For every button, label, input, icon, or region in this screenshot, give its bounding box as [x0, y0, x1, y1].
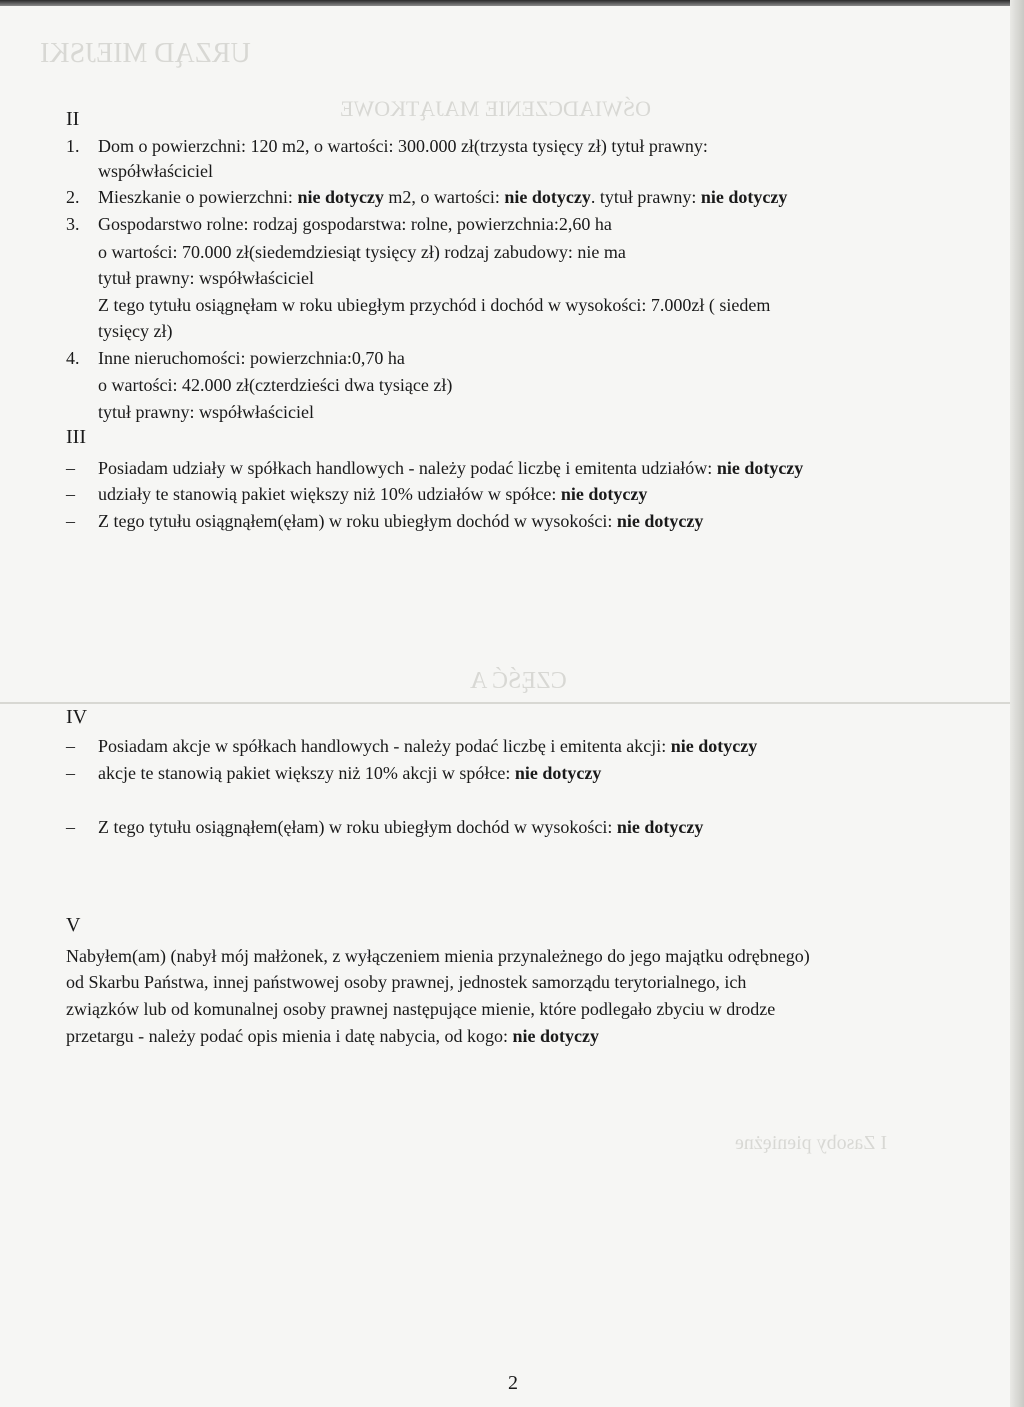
farm-line-5: tysięcy zł)	[98, 321, 173, 341]
bleed-cash: I Zasoby pieniężne	[735, 1132, 888, 1154]
item-number: 1.	[66, 136, 80, 156]
dash-bullet: –	[66, 763, 75, 783]
house-line-1: Dom o powierzchni: 120 m2, o wartości: 300.000 zł(trzysta tysięcy zł) tytuł prawny:	[98, 136, 708, 156]
other-property-line-3: tytuł prawny: współwłaściciel	[98, 402, 314, 422]
farm-line-4: Z tego tytułu osiągnęłam w roku ubiegłym przychód i dochód w wysokości: 7.000zł ( siedem	[98, 295, 771, 315]
acquired-line-3: związków lub od komunalnej osoby prawnej następujące mienie, które podlegało zbyciu w drodze	[66, 999, 776, 1019]
acquired-line-1: Nabyłem(am) (nabył mój małżonek, z wyłączeniem mienia przynależnego do jego majątku odrębnego)	[66, 946, 810, 966]
other-property-line-1: Inne nieruchomości: powierzchnia:0,70 ha	[98, 348, 405, 368]
acquired-line-4: przetargu - należy podać opis mienia i datę nabycia, od kogo: nie dotyczy	[66, 1026, 599, 1046]
other-property-line-2: o wartości: 42.000 zł(czterdzieści dwa tysiące zł)	[98, 375, 453, 395]
section-ii-heading: II	[66, 108, 80, 130]
scan-top-edge	[0, 0, 1024, 6]
bleed-stamp: URZĄD MIEJSKI	[40, 38, 251, 69]
dash-bullet: –	[66, 511, 75, 531]
farm-line-1: Gospodarstwo rolne: rodzaj gospodarstwa: rolne, powierzchnia:2,60 ha	[98, 214, 612, 234]
farm-line-2: o wartości: 70.000 zł(siedemdziesiąt tysięcy zł) rodzaj zabudowy: nie ma	[98, 242, 626, 262]
section-v-heading: V	[66, 914, 81, 936]
acquired-line-2: od Skarbu Państwa, innej państwowej osoby prawnej, jednostek samorządu terytorialnego, ich	[66, 972, 747, 992]
item-number: 4.	[66, 348, 80, 368]
item-number: 3.	[66, 214, 80, 234]
stocks-line-3: Z tego tytułu osiągnąłem(ęłam) w roku ubiegłym dochód w wysokości: nie dotyczy	[98, 817, 704, 837]
stocks-line-1: Posiadam akcje w spółkach handlowych - należy podać liczbę i emitenta akcji: nie dotyczy	[98, 736, 758, 756]
dash-bullet: –	[66, 817, 75, 837]
shares-line-1: Posiadam udziały w spółkach handlowych - należy podać liczbę i emitenta udziałów: nie dotyczy	[98, 458, 804, 478]
item-number: 2.	[66, 187, 80, 207]
bleed-part: CZĘŚĆ A	[470, 668, 567, 694]
section-iv-heading: IV	[66, 706, 88, 728]
shares-line-3: Z tego tytułu osiągnąłem(ęłam) w roku ubiegłym dochód w wysokości: nie dotyczy	[98, 511, 704, 531]
paper-fold-line	[0, 702, 1010, 704]
page-number: 2	[508, 1372, 518, 1394]
dash-bullet: –	[66, 458, 75, 478]
apartment-line: Mieszkanie o powierzchni: nie dotyczy m2, o wartości: nie dotyczy. tytuł prawny: nie dotyczy	[98, 187, 788, 207]
house-line-2: współwłaściciel	[98, 161, 213, 181]
farm-line-3: tytuł prawny: współwłaściciel	[98, 268, 314, 288]
bleed-heading: OŚWIADCZENIE MAJĄTKOWE	[340, 96, 652, 121]
stocks-line-2: akcje te stanowią pakiet większy niż 10% akcji w spółce: nie dotyczy	[98, 763, 602, 783]
dash-bullet: –	[66, 736, 75, 756]
dash-bullet: –	[66, 484, 75, 504]
scan-right-edge	[1010, 0, 1024, 1407]
shares-line-2: udziały te stanowią pakiet większy niż 10% udziałów w spółce: nie dotyczy	[98, 484, 648, 504]
section-iii-heading: III	[66, 426, 86, 448]
